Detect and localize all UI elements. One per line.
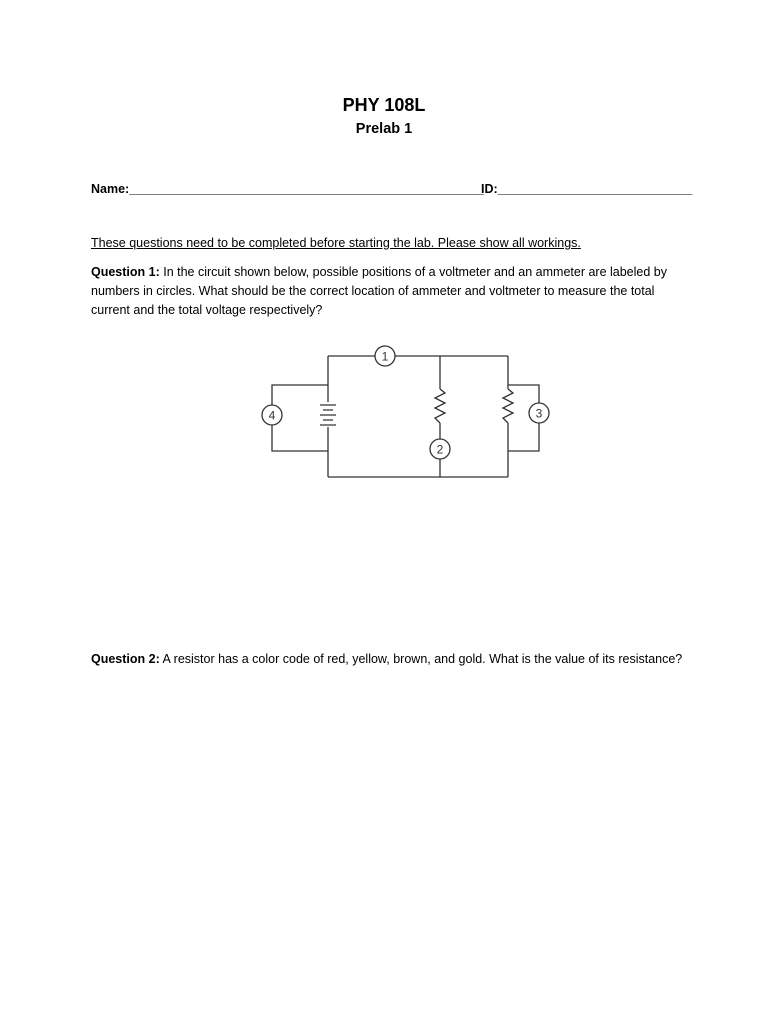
meter-1-label: 1 xyxy=(381,349,389,364)
middle-resistor-icon xyxy=(435,389,445,423)
circuit-diagram xyxy=(255,335,575,500)
id-field[interactable]: ID:____________________________ xyxy=(481,182,693,196)
question-1-label: Question 1: xyxy=(91,265,160,279)
question-1 xyxy=(91,263,691,320)
meter-4-label: 4 xyxy=(268,408,276,423)
question-2 xyxy=(91,650,691,669)
question-1-text: In the circuit shown below, possible positions of a voltmeter and an ammeter are labeled by numbers in circles. What should be the correct location of ammeter and voltmeter to measure the total current and the total voltage respectively? xyxy=(91,265,667,317)
meter-4-loop xyxy=(272,385,328,451)
page-subtitle: Prelab 1 xyxy=(355,121,413,137)
question-2-text: A resistor has a color code of red, yellow, brown, and gold. What is the value of its resistance? xyxy=(159,652,683,666)
name-field[interactable]: Name:___________________________________________________ xyxy=(91,182,484,196)
right-resistor-icon xyxy=(503,389,513,423)
page-title: PHY 108L xyxy=(342,95,426,115)
meter-3-loop xyxy=(508,385,539,451)
question-2-label: Question 2: xyxy=(91,652,160,666)
instructions: These questions need to be completed before starting the lab. Please show all workings. xyxy=(91,236,581,250)
battery-icon xyxy=(320,405,336,425)
meter-2-label: 2 xyxy=(436,442,444,457)
meter-3-label: 3 xyxy=(535,406,543,421)
